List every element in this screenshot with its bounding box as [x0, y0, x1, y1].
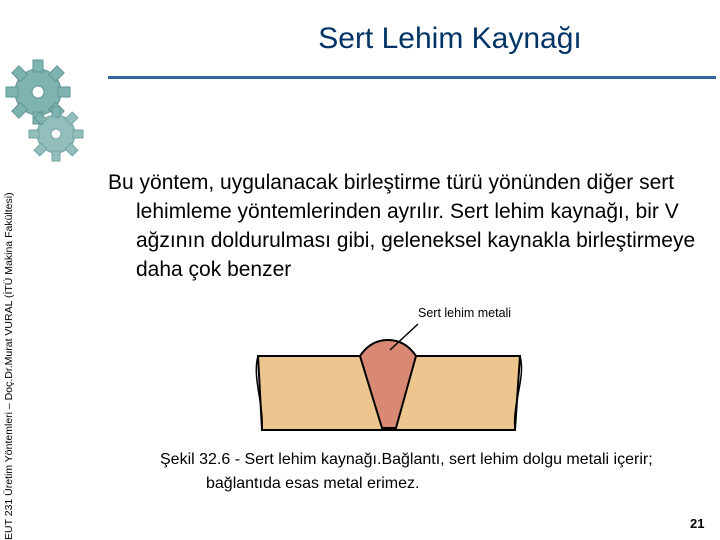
vertical-footer-label: EUT 231 Üretim Yöntemleri – Doç.Dr.Murat VURAL (İTÜ Makina Fakültesi) [3, 192, 15, 540]
brazed-joint-diagram [240, 300, 560, 440]
gear-icon [0, 30, 90, 170]
slide-body-text: Bu yöntem, uygulanacak birleştirme türü yönünden diğer sert lehimleme yöntemlerinden ayrılır. Sert lehim kaynağı, bir V ağzının doldurulması gibi, geleneksel kaynakla birleştirmeye daha çok benzer [108, 171, 696, 281]
figure-caption: Şekil 32.6 ‑ Sert lehim kaynağı.Bağlantı, sert lehim dolgu metali içerir; bağlantıda esas metal erimez. [160, 451, 653, 492]
slide-title: Sert Lehim Kaynağı [318, 22, 582, 55]
filler-metal-label: Sert lehim metali [418, 306, 512, 320]
title-divider [108, 76, 716, 79]
page-number: 21 [690, 516, 705, 531]
